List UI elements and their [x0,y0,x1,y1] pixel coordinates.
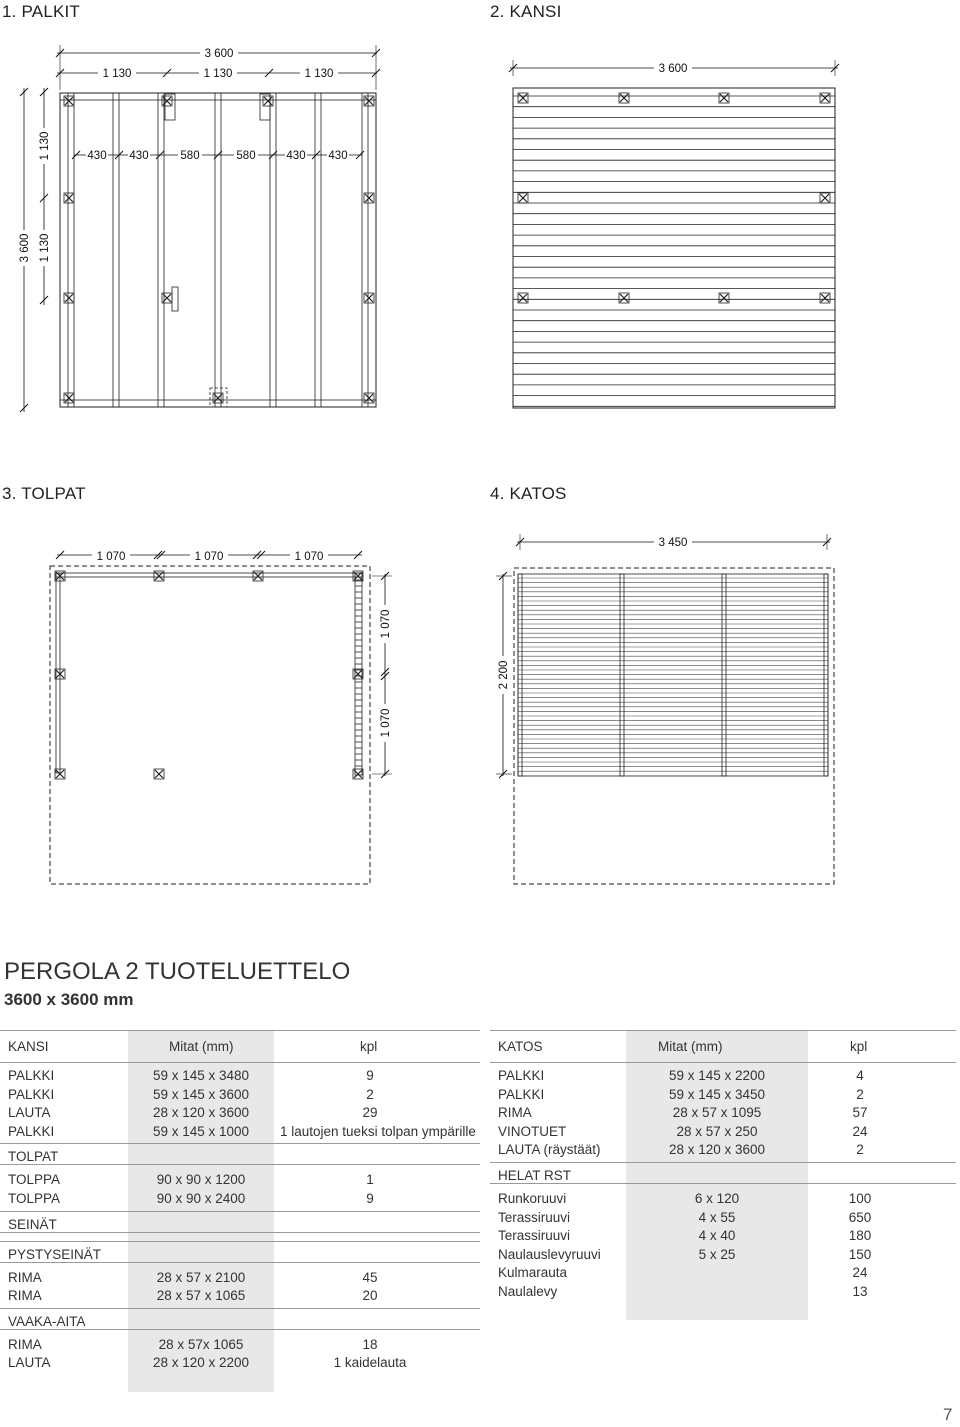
table-section-heading: PYSTYSEINÄT [8,1246,102,1262]
palkit-side-span-1: 1 130 [39,131,51,161]
left-table-top-rule [0,1030,480,1031]
row-name: PALKKI [8,1123,55,1139]
palkit-gap-4: 580 [236,150,256,162]
row-dimensions: 4 x 40 [698,1228,736,1244]
row-name: PALKKI [498,1086,545,1102]
palkit-total-dim: 3 600 [204,48,234,60]
table-section-heading: SEINÄT [8,1216,57,1232]
row-name: RIMA [498,1105,532,1121]
palkit-span-dim-1: 1 130 [102,68,132,80]
table-section-heading: HELAT RST [498,1168,572,1183]
row-name: VINOTUET [498,1123,567,1139]
row-dimensions: 59 x 145 x 3450 [668,1086,766,1102]
table-section-heading: VAAKA-AITA [8,1313,86,1329]
section-rule [0,1308,480,1309]
section-rule [490,1183,956,1184]
catalog-size: 3600 x 3600 mm [4,990,134,1009]
row-dimensions: 90 x 90 x 2400 [156,1191,246,1206]
section-rule [0,1329,480,1330]
right-table-header-dims: Mitat (mm) [658,1039,723,1054]
row-name: RIMA [8,1288,42,1304]
row-quantity: 29 [362,1105,378,1121]
row-name: Naulalevy [498,1284,558,1299]
row-name: PALKKI [498,1068,545,1083]
row-quantity: 9 [366,1068,374,1083]
palkit-gap-1: 430 [87,150,107,162]
row-quantity: 100 [848,1191,872,1206]
row-dimensions: 4 x 55 [698,1209,736,1225]
row-name: RIMA [8,1336,42,1352]
catalog-title: PERGOLA 2 TUOTELUETTELO [4,958,351,985]
section-title-palkit: 1. PALKIT [2,2,81,21]
tolpat-span-dim-1: 1 070 [96,551,126,563]
row-dimensions: 28 x 57 x 250 [676,1123,758,1139]
row-name: Terassiruuvi [498,1209,571,1225]
section-rule [0,1262,480,1263]
row-quantity: 13 [852,1284,868,1299]
row-quantity: 24 [852,1123,868,1139]
row-quantity: 4 [856,1068,864,1083]
row-name: Kulmarauta [498,1265,568,1281]
row-quantity: 24 [852,1265,868,1281]
tolpat-span-dim-2: 1 070 [194,551,224,563]
row-dimensions: 28 x 120 x 2200 [152,1355,250,1371]
kansi-total-dim: 3 600 [658,63,688,75]
row-quantity: 2 [856,1086,864,1102]
palkit-side-total: 3 600 [19,233,31,263]
row-dimensions: 5 x 25 [698,1246,736,1262]
section-rule [0,1164,480,1165]
row-name: LAUTA (räystäät) [498,1142,601,1158]
row-name: LAUTA [8,1355,51,1371]
palkit-span-dim-2: 1 130 [203,68,233,80]
katos-height-dim: 2 200 [498,660,510,690]
right-table-header-qty: kpl [850,1039,868,1054]
section-rule [0,1211,480,1212]
row-quantity: 2 [366,1086,374,1102]
left-table-header-dims: Mitat (mm) [169,1039,234,1054]
palkit-drawing [17,45,380,412]
palkit-gap-3: 580 [180,150,200,162]
row-quantity: 1 kaidelauta [333,1355,407,1371]
row-quantity: 18 [362,1336,378,1352]
tolpat-side-dim-1: 1 070 [380,609,392,639]
table-section-heading: TOLPAT [8,1149,59,1165]
palkit-span-dim-3: 1 130 [304,68,334,80]
row-name: PALKKI [8,1086,55,1102]
katos-drawing [496,534,834,884]
tolpat-span-dim-3: 1 070 [294,551,324,563]
row-quantity: 45 [362,1269,378,1285]
left-table-header-qty: kpl [360,1039,378,1054]
section-title-katos: 4. KATOS [490,484,567,503]
row-quantity: 1 [366,1172,374,1188]
section-rule [490,1162,956,1163]
row-dimensions: 28 x 57 x 1095 [672,1105,762,1121]
row-name: PALKKI [8,1068,55,1083]
palkit-gap-5: 430 [286,150,306,162]
row-dimensions: 59 x 145 x 3600 [152,1086,250,1102]
row-name: LAUTA [8,1105,51,1121]
palkit-gap-6: 430 [328,150,348,162]
page-number: 7 [943,1405,953,1424]
tolpat-side-dim-2: 1 070 [380,708,392,738]
row-dimensions: 59 x 145 x 3480 [152,1068,250,1083]
left-product-table [0,1030,480,1392]
left-table-header-rule [0,1062,480,1063]
row-name: RIMA [8,1269,42,1285]
palkit-side-span-2: 1 130 [39,233,51,263]
section-title-kansi: 2. KANSI [490,2,562,21]
right-table-top-rule [490,1030,956,1031]
left-table-header-name: KANSI [8,1039,49,1054]
row-quantity: 9 [366,1191,374,1206]
row-dimensions: 90 x 90 x 1200 [156,1172,246,1188]
katos-total-dim: 3 450 [658,537,688,549]
row-quantity: 1 lautojen tueksi tolpan ympärille [280,1123,476,1139]
row-dimensions: 59 x 145 x 2200 [668,1068,766,1083]
kansi-drawing [509,60,839,408]
section-title-tolpat: 3. TOLPAT [2,484,86,503]
row-dimensions: 28 x 120 x 3600 [668,1142,766,1158]
palkit-gap-2: 430 [129,150,149,162]
row-name: Naulauslevyruuvi [498,1246,601,1262]
tolpat-drawing [50,548,392,884]
row-quantity: 2 [856,1142,864,1158]
right-table-header-rule [490,1062,956,1063]
row-dimensions: 6 x 120 [694,1191,740,1206]
row-quantity: 180 [848,1228,872,1244]
row-quantity: 20 [362,1288,378,1304]
row-name: TOLPPA [8,1172,61,1188]
section-rule [0,1143,480,1144]
row-dimensions: 59 x 145 x 1000 [152,1123,250,1139]
right-table-header-name: KATOS [498,1039,543,1054]
row-quantity: 150 [848,1246,872,1262]
row-dimensions: 28 x 120 x 3600 [152,1105,250,1121]
row-name: Runkoruuvi [498,1191,567,1206]
row-quantity: 650 [848,1209,872,1225]
row-dimensions: 28 x 57 x 1065 [156,1288,246,1304]
row-dimensions: 28 x 57x 1065 [158,1336,244,1352]
section-rule [0,1241,480,1242]
row-dimensions: 28 x 57 x 2100 [156,1269,246,1285]
row-quantity: 57 [852,1105,868,1121]
right-product-table [490,1030,956,1320]
section-rule [0,1232,480,1233]
row-name: Terassiruuvi [498,1228,571,1244]
row-name: TOLPPA [8,1191,61,1206]
